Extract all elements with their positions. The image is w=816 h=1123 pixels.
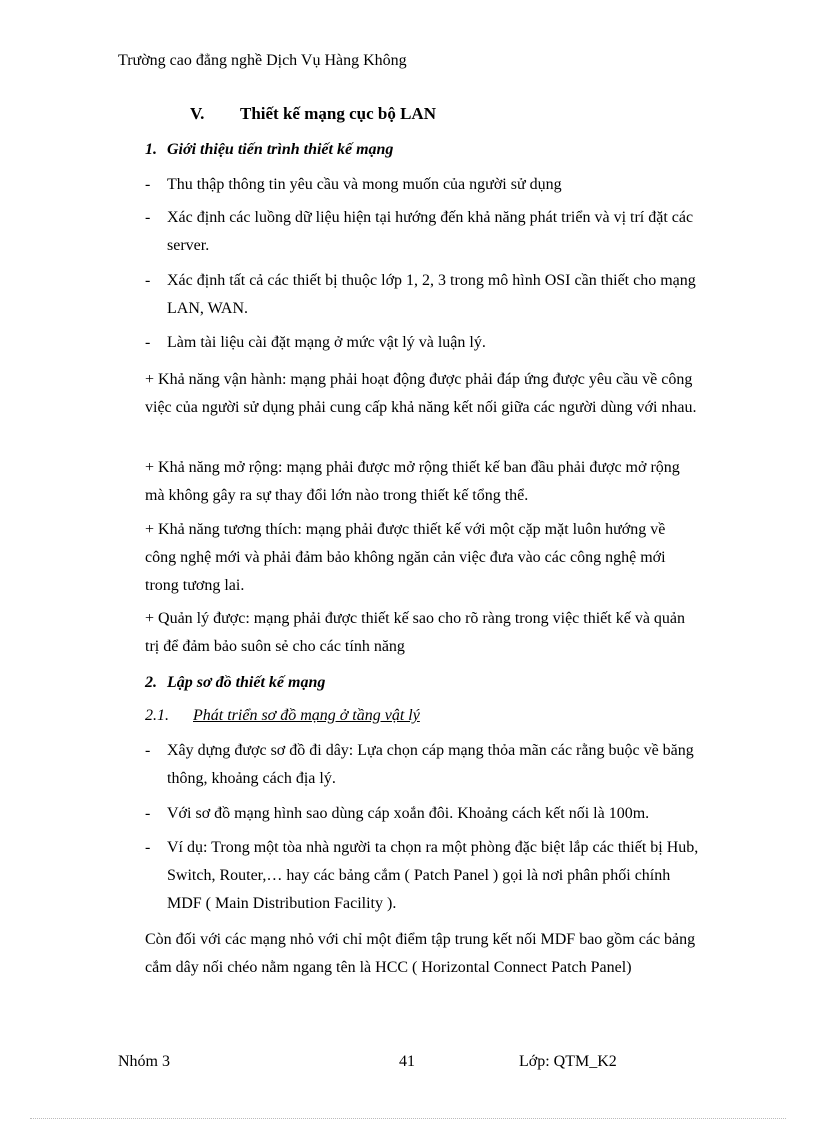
bullet-item bbox=[145, 800, 700, 828]
subsection-2-heading bbox=[145, 674, 325, 692]
bullet-item bbox=[145, 737, 700, 793]
footer-class: Lớp: QTM_K2 bbox=[519, 1053, 617, 1070]
paragraph: + Khả năng tương thích: mạng phải được thiết kế với một cặp mặt luôn hướng về công nghệ mới và phải đảm bảo không ngăn cản việc đưa vào các công nghệ mới trong tương lai. bbox=[145, 521, 666, 594]
bullet-text: Ví dụ: Trong một tòa nhà người ta chọn ra một phòng đặc biệt lắp các thiết bị Hub, Switch, Router,… hay các bảng cắm ( Patch Panel ) gọi là nơi phân phối chính MDF ( Main Distribution Facility ). bbox=[167, 839, 699, 912]
bullet-item bbox=[145, 834, 700, 918]
subsection-1-heading bbox=[145, 141, 393, 159]
subsection-title: Phát triển sơ đồ mạng ở tầng vật lý bbox=[193, 707, 420, 724]
paragraph: + Quản lý được: mạng phải được thiết kế sao cho rõ ràng trong việc thiết kế và quản trị để đảm bảo suôn sẻ cho các tính năng bbox=[145, 610, 686, 655]
subsection-title: Giới thiệu tiến trình thiết kế mạng bbox=[167, 141, 394, 158]
dash-marker: - bbox=[145, 805, 151, 822]
subsection-number: 1. bbox=[145, 141, 157, 158]
subsection-2-1-heading bbox=[145, 707, 420, 725]
bullet-item bbox=[145, 171, 700, 199]
subsection-number: 2. bbox=[145, 674, 157, 691]
page-bottom-border bbox=[30, 1118, 786, 1119]
section-title-text: Thiết kế mạng cục bộ LAN bbox=[240, 104, 436, 123]
dash-marker: - bbox=[145, 839, 151, 856]
section-title bbox=[190, 104, 436, 124]
bullet-text: Với sơ đồ mạng hình sao dùng cáp xoắn đôi. Khoảng cách kết nối là 100m. bbox=[167, 805, 650, 822]
bullet-text: Làm tài liệu cài đặt mạng ở mức vật lý và luận lý. bbox=[167, 334, 486, 351]
bullet-text: Xác định các luồng dữ liệu hiện tại hướng đến khả năng phát triển và vị trí đặt các server. bbox=[167, 209, 694, 254]
footer-group: Nhóm 3 bbox=[118, 1053, 170, 1070]
paragraph: + Khả năng mở rộng: mạng phải được mở rộng thiết kế ban đầu phải được mở rộng mà không gây ra sự thay đổi lớn nào trong thiết kế tổng thể. bbox=[145, 459, 680, 504]
bullet-text: Xác định tất cả các thiết bị thuộc lớp 1, 2, 3 trong mô hình OSI cần thiết cho mạng LAN, WAN. bbox=[167, 272, 696, 317]
subsection-number: 2.1. bbox=[145, 707, 169, 724]
bullet-item bbox=[145, 329, 700, 357]
dash-marker: - bbox=[145, 272, 151, 289]
page-header: Trường cao đẳng nghề Dịch Vụ Hàng Không bbox=[118, 52, 407, 69]
section-number: V. bbox=[190, 104, 205, 123]
dash-marker: - bbox=[145, 742, 151, 759]
footer-page-number: 41 bbox=[399, 1053, 415, 1070]
bullet-item bbox=[145, 267, 700, 323]
closing-paragraph: Còn đối với các mạng nhỏ với chỉ một điểm tập trung kết nối MDF bao gồm các bảng cắm dây nối chéo nằm ngang tên là HCC ( Horizontal Connect Patch Panel) bbox=[145, 931, 696, 976]
dash-marker: - bbox=[145, 334, 151, 351]
dash-marker: - bbox=[145, 176, 151, 193]
bullet-text: Xây dựng được sơ đồ đi dây: Lựa chọn cáp mạng thỏa mãn các rằng buộc về băng thông, khoảng cách địa lý. bbox=[167, 742, 694, 787]
dash-marker: - bbox=[145, 209, 151, 226]
bullet-item bbox=[145, 204, 700, 260]
paragraph: + Khả năng vận hành: mạng phải hoạt động được phải đáp ứng được yêu cầu về công việc của người sử dụng phải cung cấp khả năng kết nối giữa các người dùng với nhau. bbox=[145, 371, 697, 416]
bullet-text: Thu thập thông tin yêu cầu và mong muốn của người sử dụng bbox=[167, 176, 562, 193]
subsection-title: Lập sơ đồ thiết kế mạng bbox=[167, 674, 326, 691]
